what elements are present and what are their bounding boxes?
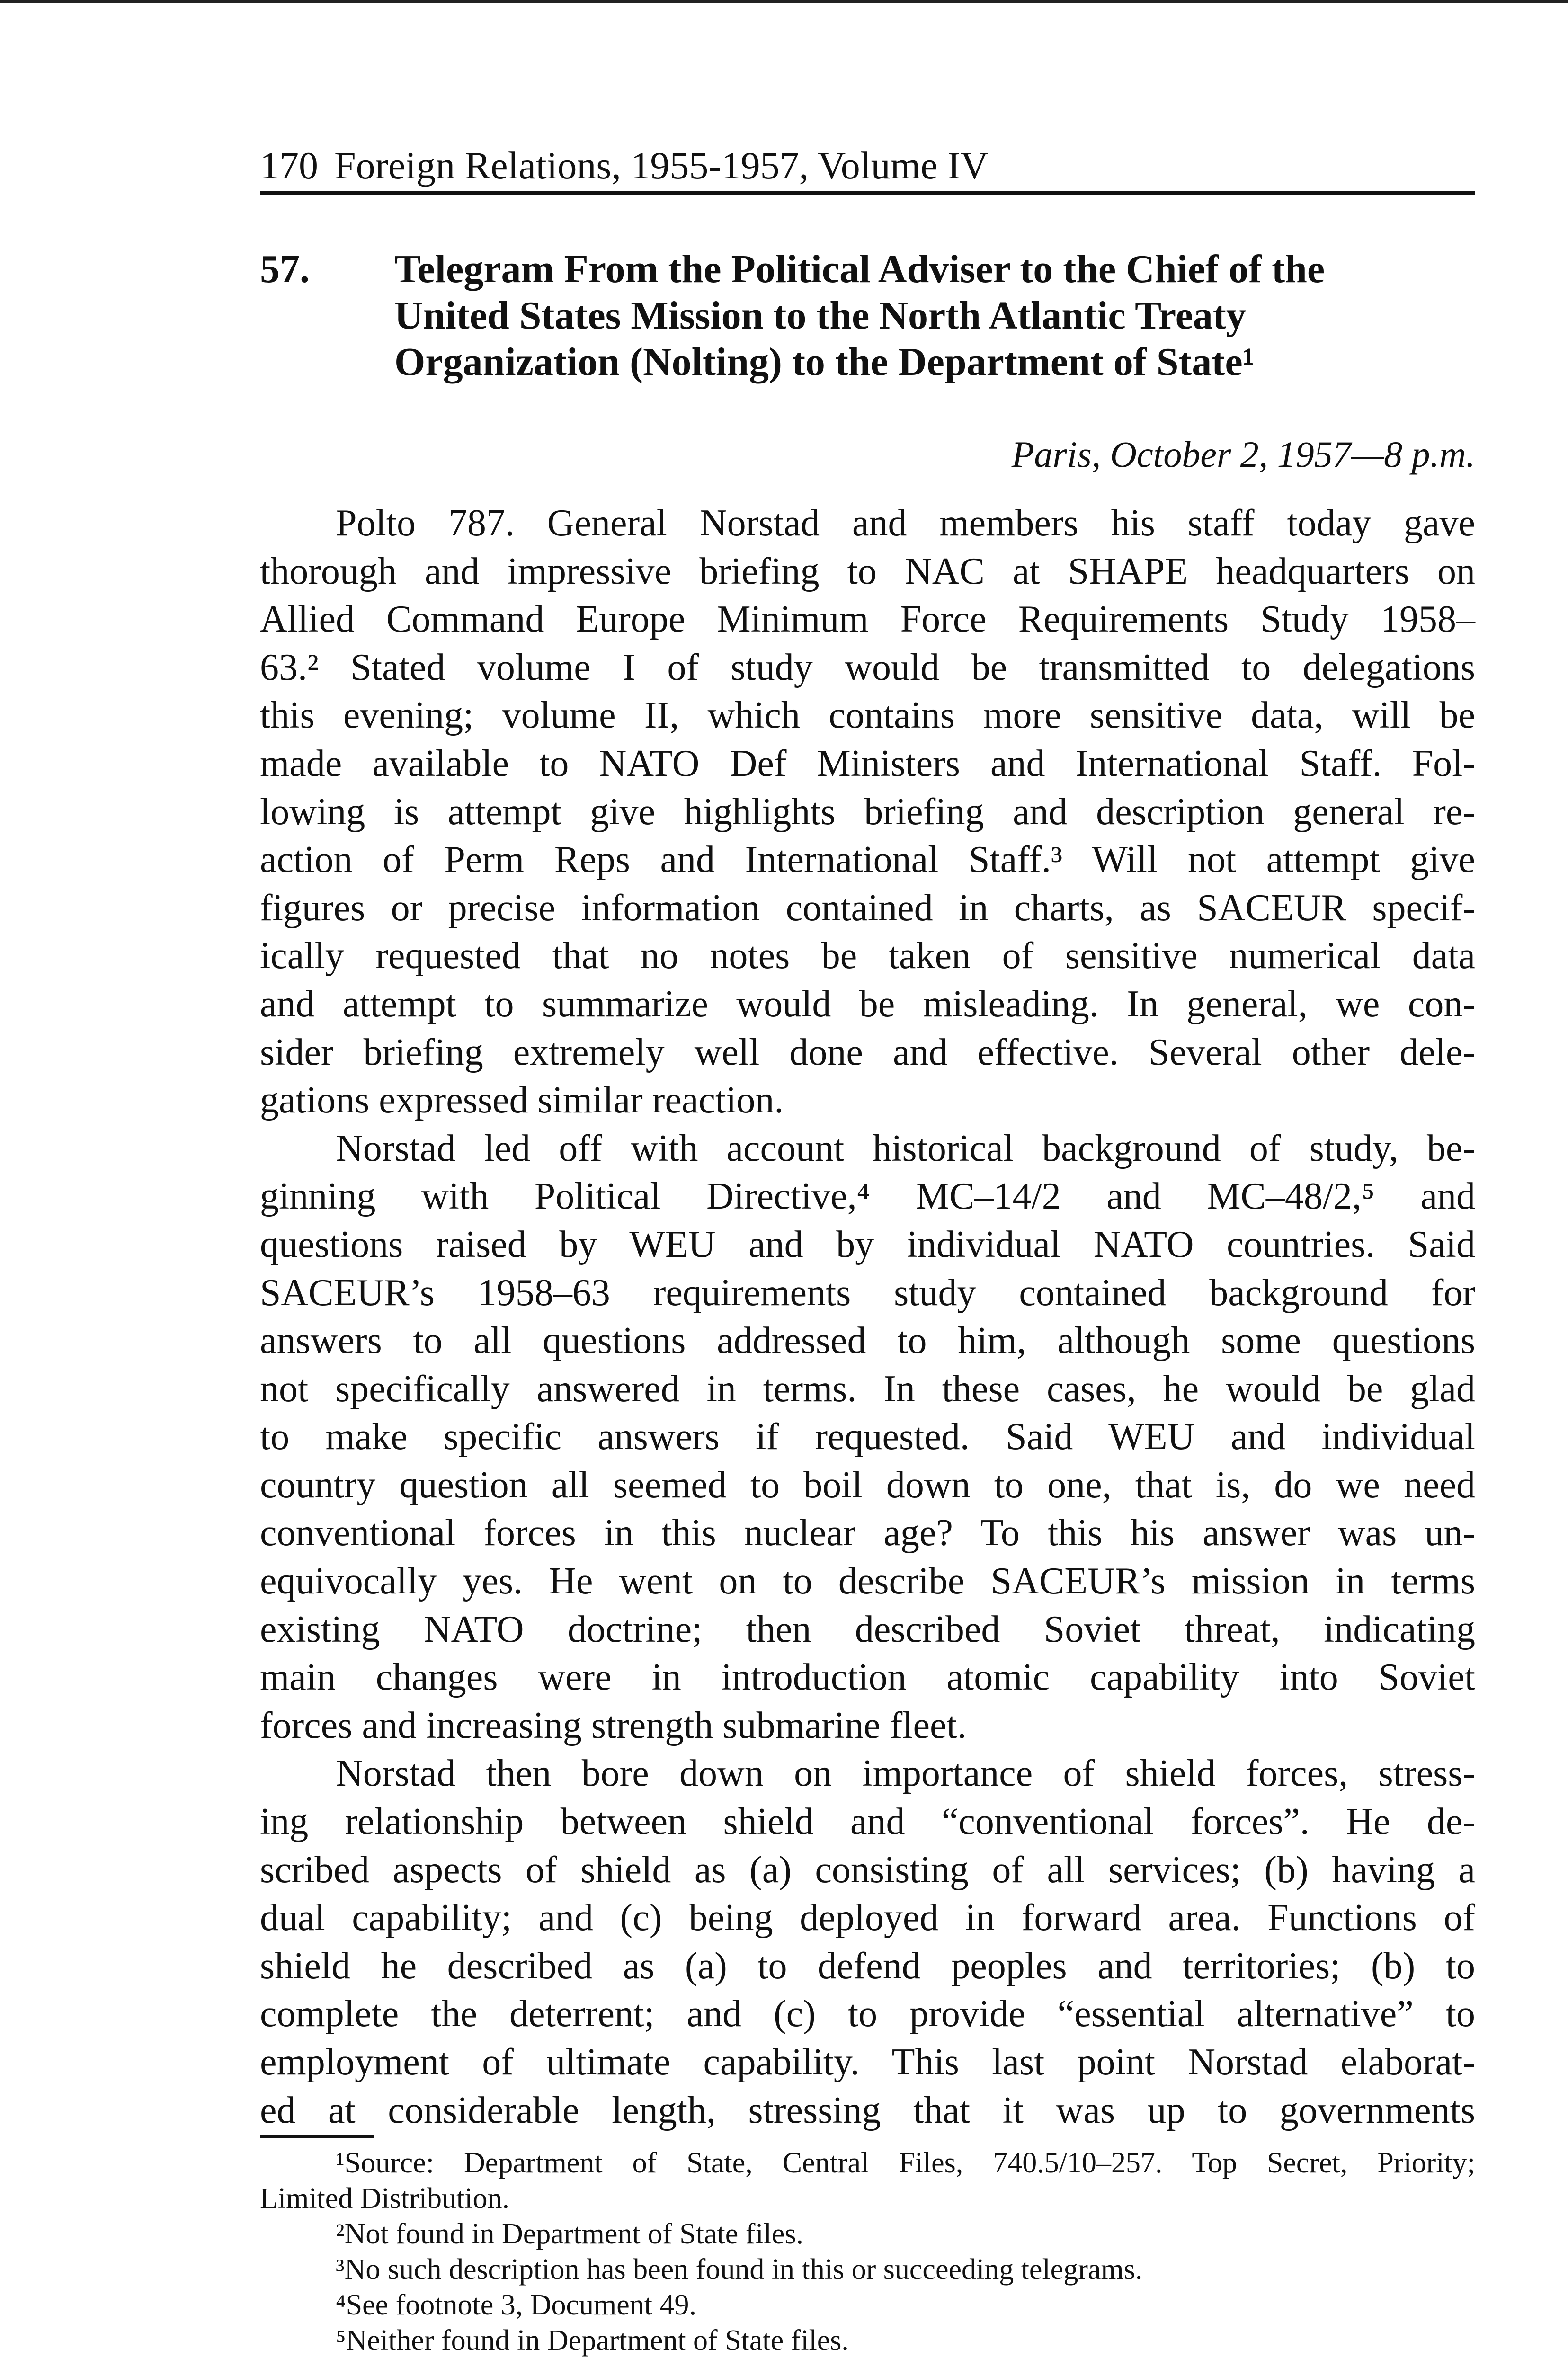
footnotes (260, 2145, 1475, 2358)
text-line: Norstad led off with account historical background of study, be- (336, 1127, 1475, 1169)
text-line: answers to all questions addressed to him, although some questions (260, 1320, 1475, 1362)
text-line: made available to NATO Def Ministers and International Staff. Fol- (260, 742, 1475, 784)
footnote-1-continued: Limited Distribution. (260, 2182, 509, 2215)
footnote-1: ¹Source: Department of State, Central Files, 740.5/10–257. Top Secret, Priority; (336, 2147, 1475, 2179)
text-line: thorough and impressive briefing to NAC at SHAPE headquarters on (260, 550, 1475, 592)
footnote-2: ²Not found in Department of State files. (336, 2218, 803, 2250)
text-line: action of Perm Reps and International Staff.³ Will not attempt give (260, 839, 1475, 881)
document-number: 57. (260, 247, 310, 291)
title-line: Organization (Nolting) to the Department of State¹ (394, 340, 1255, 384)
text-line: not specifically answered in terms. In these cases, he would be glad (260, 1368, 1475, 1410)
dateline: Paris, October 2, 1957—8 p.m. (1011, 434, 1475, 475)
text-line: questions raised by WEU and by individual NATO countries. Said (260, 1223, 1475, 1265)
text-line: dual capability; and (c) being deployed in forward area. Functions of (260, 1897, 1475, 1939)
document-body (260, 499, 1475, 2135)
text-line: figures or precise information contained in charts, as SACEUR specif- (260, 887, 1475, 929)
footnote-rule (260, 2135, 374, 2138)
page-number: 170 (260, 144, 318, 187)
text-line: ginning with Political Directive,⁴ MC–14/2 and MC–48/2,⁵ and (260, 1175, 1475, 1218)
running-title: Foreign Relations, 1955-1957, Volume IV (334, 144, 989, 187)
text-line: country question all seemed to boil down to one, that is, do we need (260, 1464, 1475, 1506)
text-line: shield he described as (a) to defend peoples and territories; (b) to (260, 1945, 1475, 1987)
text-line: equivocally yes. He went on to describe SACEUR’s mission in terms (260, 1560, 1475, 1602)
footnote-4: ⁴See footnote 3, Document 49. (336, 2289, 697, 2321)
text-line: employment of ultimate capability. This last point Norstad elaborat- (260, 2041, 1475, 2083)
text-line: SACEUR’s 1958–63 requirements study contained background for (260, 1272, 1475, 1314)
text-line: ing relationship between shield and “conventional forces”. He de- (260, 1801, 1475, 1843)
paragraph (260, 1125, 1475, 1750)
text-line: this evening; volume II, which contains more sensitive data, will be (260, 694, 1475, 737)
text-line: Allied Command Europe Minimum Force Requirements Study 1958– (260, 598, 1475, 641)
text-line: to make specific answers if requested. Said WEU and individual (260, 1416, 1475, 1458)
running-header (260, 142, 1475, 195)
text-line: existing NATO doctrine; then described Soviet threat, indicating (260, 1608, 1475, 1650)
title-line: United States Mission to the North Atlantic Treaty (394, 294, 1246, 338)
text-line: and attempt to summarize would be misleading. In general, we con- (260, 983, 1475, 1025)
page-top-border (0, 0, 1568, 3)
paragraph (260, 1750, 1475, 2135)
text-line: ed at considerable length, stressing that it was up to governments (260, 2089, 1475, 2131)
text-line: Polto 787. General Norstad and members his staff today gave (336, 502, 1475, 544)
text-line: 63.² Stated volume I of study would be transmitted to delegations (260, 646, 1475, 688)
text-line: gations expressed similar reaction. (260, 1079, 784, 1121)
paragraph (260, 499, 1475, 1125)
footnote-3: ³No such description has been found in this or succeeding telegrams. (336, 2253, 1143, 2286)
text-line: forces and increasing strength submarine fleet. (260, 1704, 967, 1746)
title-line: Telegram From the Political Adviser to the Chief of the (394, 247, 1325, 291)
footnote-5: ⁵Neither found in Department of State files. (336, 2324, 849, 2357)
text-line: conventional forces in this nuclear age? To this his answer was un- (260, 1512, 1475, 1554)
text-line: lowing is attempt give highlights briefing and description general re- (260, 791, 1475, 833)
text-line: main changes were in introduction atomic capability into Soviet (260, 1656, 1475, 1699)
text-line: Norstad then bore down on importance of shield forces, stress- (336, 1753, 1475, 1795)
document-title (394, 246, 1475, 385)
text-line: scribed aspects of shield as (a) consisting of all services; (b) having a (260, 1849, 1475, 1891)
text-line: ically requested that no notes be taken of sensitive numerical data (260, 935, 1475, 977)
text-line: complete the deterrent; and (c) to provide “essential alternative” to (260, 1993, 1475, 2035)
text-line: sider briefing extremely well done and effective. Several other dele- (260, 1031, 1475, 1073)
